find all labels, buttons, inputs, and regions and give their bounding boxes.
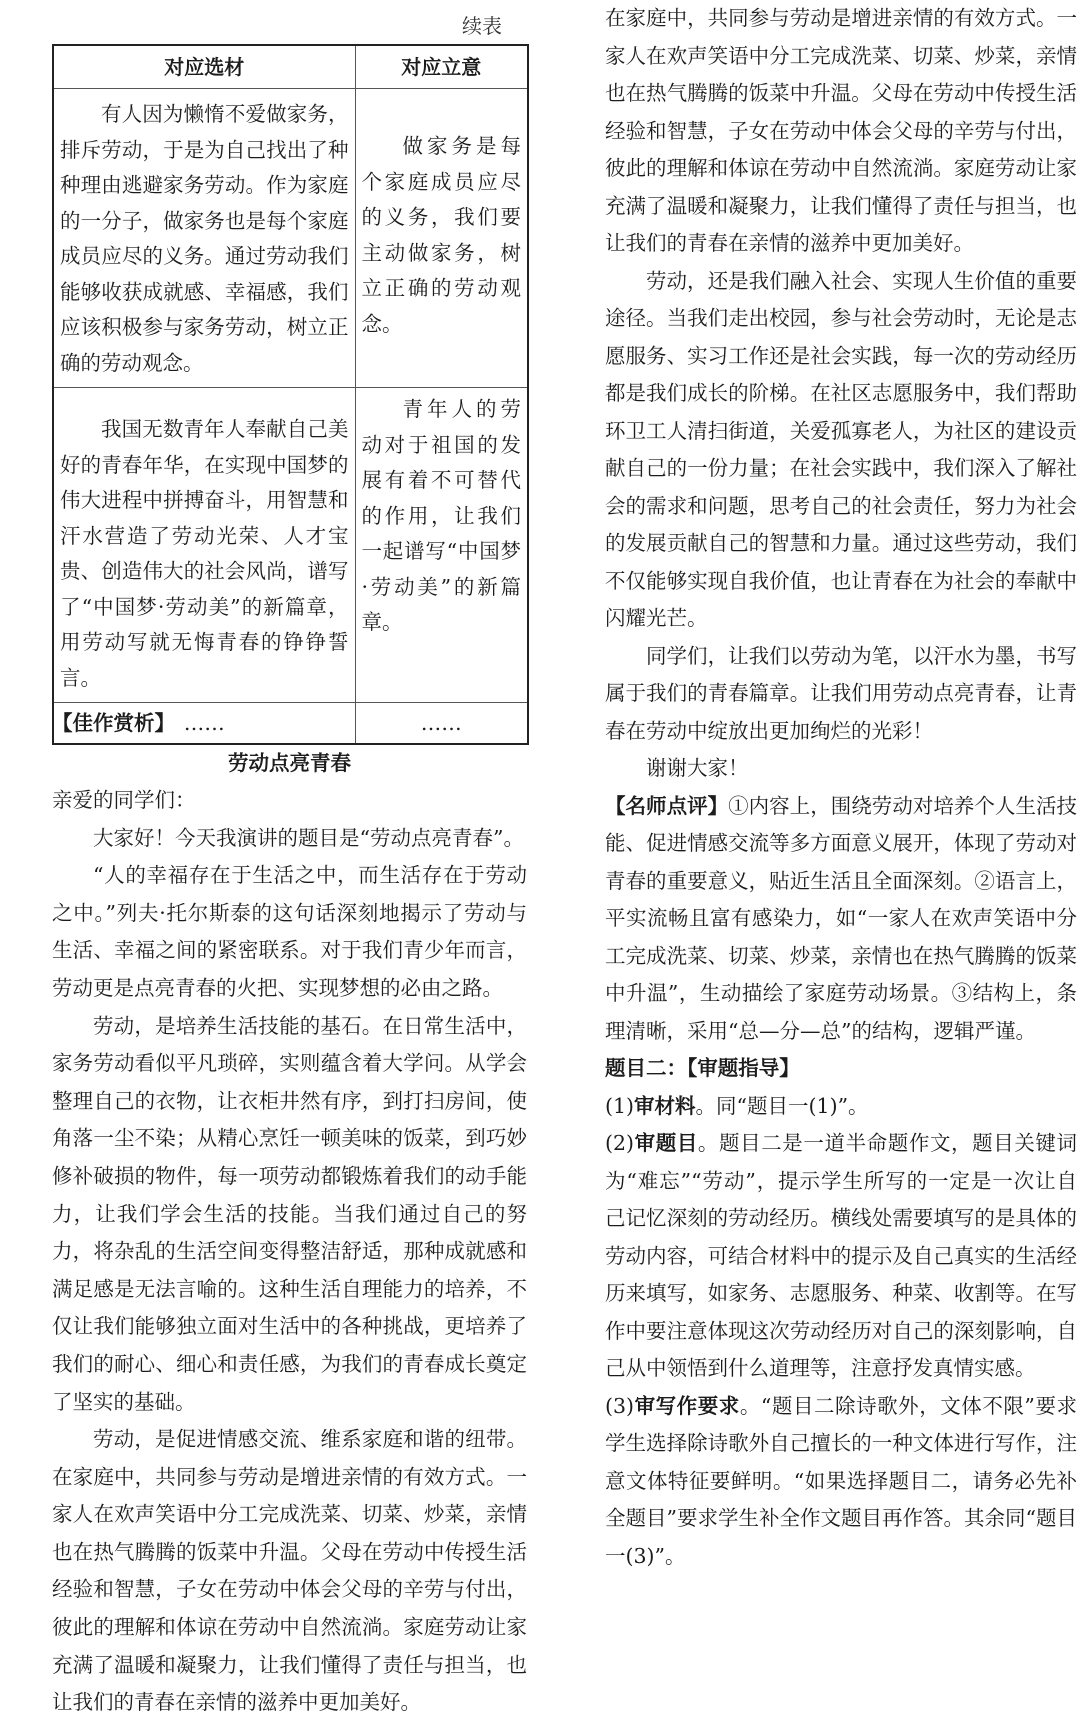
essay-paragraph: “人的幸福存在于生活之中，而生活存在于劳动之中。”列夫·托尔斯泰的这句话深刻地揭示了劳动与生活、幸福之间的紧密联系。对于我们青少年而言，劳动更是点亮青春的火把、实现梦想的必由之路。: [52, 863, 527, 1000]
right-flow: [605, 0, 1077, 1575]
guide-item: [605, 1088, 1077, 1126]
guide-item-text: 。“题目二除诗歌外，文体不限”要求学生选择除诗歌外自己擅长的一种文体进行写作，注意文体特征要鲜明。“如果选择题目二，请务必先补全题目”要求学生补全作文题目再作答。其余同“题目一(3)”。: [605, 1393, 1078, 1568]
guide-item-text: 。题目二是一道半命题作文，题目关键词为“难忘”“劳动”，提示学生所写的一定是一次让自己记忆深刻的劳动经历。横线处需要填写的是具体的劳动内容，可结合材料中的提示及自己真实的生活经历来填写，如家务、志愿服务、种菜、收割等。在写作中要注意体现这次劳动经历对自己的深刻影响，自己从中领悟到什么道理等，注意抒发真情实感。: [605, 1131, 1078, 1380]
essay-paragraph: 劳动，是培养生活技能的基石。在日常生活中，家务劳动看似平凡琐碎，实则蕴含着大学问。从学会整理自己的衣物，让衣柜井然有序，到打扫房间，使角落一尘不染；从精心烹饪一顿美味的饭菜，到巧妙修补破损的物件，每一项劳动都锻炼着我们的动手能力，让我们学会生活的技能。当我们通过自己的努力，将杂乱的生活空间变得整洁舒适，那种成就感和满足感是无法言喻的。这种生活自理能力的培养，不仅让我们能够独立面对生活中的各种挑战，更培养了我们的耐心、细心和责任感，为我们的青春成长奠定了坚实的基础。: [52, 1013, 527, 1414]
ellipsis-cell: ……: [53, 703, 355, 745]
guide-item-text: 。同“题目一(1)”。: [695, 1093, 869, 1118]
material-theme-table: [52, 44, 529, 745]
essay-paragraph: 谢谢大家！: [646, 756, 749, 780]
header-material: 对应选材: [53, 45, 355, 89]
topic2-heading: 题目二：【审题指导】: [605, 1056, 800, 1080]
guide-item: [605, 1125, 1077, 1388]
table-row: [53, 388, 528, 703]
guide-item-number: (1): [605, 1093, 635, 1118]
essay-body: [52, 782, 527, 1722]
essay-paragraph: 大家好！今天我演讲的题目是“劳动点亮青春”。: [93, 825, 524, 850]
essay-paragraph-continued: 在家庭中，共同参与劳动是增进亲情的有效方式。一家人在欢声笑语中分工完成洗菜、切菜、炒菜，亲情也在热气腾腾的饭菜中升温。父母在劳动中传授生活经验和智慧，子女在劳动中体会父母的辛劳与付出，彼此的理解和体谅在劳动中自然流淌。家庭劳动让家充满了温暖和凝聚力，让我们懂得了责任与担当，也让我们的青春在亲情的滋养中更加美好。: [605, 6, 1077, 255]
guide-item-number: (3): [605, 1393, 635, 1418]
essay-paragraph: 同学们，让我们以劳动为笔，以汗水为墨，书写属于我们的青春篇章。让我们用劳动点亮青春，让青春在劳动中绽放出更加绚烂的光彩！: [605, 643, 1077, 743]
ellipsis-cell: ……: [355, 703, 528, 745]
material-cell: 我国无数青年人奉献自己美好的青春年华，在实现中国梦的伟大进程中拼搏奋斗，用智慧和汗水营造了劳动光荣、人才宝贵、创造伟大的社会风尚，谱写了“中国梦·劳动美”的新篇章，用劳动写就无悔青春的铮铮誓言。: [53, 388, 355, 703]
right-column: [605, 0, 1077, 1618]
header-theme: 对应立意: [355, 45, 528, 89]
essay-paragraph: 劳动，还是我们融入社会、实现人生价值的重要途径。当我们走出校园，参与社会劳动时，无论是志愿服务、实习工作还是社会实践，每一次的劳动经历都是我们成长的阶梯。在社区志愿服务中，我们帮助环卫工人清扫街道，关爱孤寡老人，为社区的建设贡献自己的一份力量；在社会实践中，我们深入了解社会的需求和问题，思考自己的社会责任，努力为社会的发展贡献自己的智慧和力量。通过这些劳动，我们不仅能够实现自我价值，也让青春在为社会的奉献中闪耀光芒。: [605, 268, 1077, 630]
guide-item-label: 审写作要求: [634, 1393, 740, 1418]
guide-item-label: 审材料: [634, 1093, 696, 1118]
continued-table-label: 续表: [462, 14, 502, 38]
essay-salutation: 亲爱的同学们：: [52, 788, 196, 812]
material-cell: 有人因为懒惰不爱做家务，排斥劳动，于是为自己找出了种种理由逃避家务劳动。作为家庭的一分子，做家务也是每个家庭成员应尽的义务。通过劳动我们能够收获成就感、幸福感，我们应该积极参与家务劳动，树立正确的劳动观念。: [53, 89, 355, 388]
theme-cell: 青年人的劳动对于祖国的发展有着不可替代的作用，让我们一起谱写“中国梦·劳动美”的新篇章。: [355, 388, 528, 703]
review-label: 【名师点评】: [605, 793, 729, 818]
left-column: [52, 0, 527, 1715]
review-text: ①内容上，围绕劳动对培养个人生活技能、促进情感交流等多方面意义展开，体现了劳动对青春的重要意义，贴近生活且全面深刻。②语言上，平实流畅且富有感染力，如“一家人在欢声笑语中分工完成洗菜、切菜、炒菜，亲情也在热气腾腾的饭菜中升温”，生动描绘了家庭劳动场景。③结构上，条理清晰，采用“总—分—总”的结构，逻辑严谨。: [605, 793, 1078, 1043]
guide-item-label: 审题目: [634, 1131, 698, 1155]
section-label: 【佳作赏析】: [52, 711, 175, 735]
table-header-row: [53, 45, 528, 89]
essay-paragraph: 劳动，是促进情感交流、维系家庭和谐的纽带。在家庭中，共同参与劳动是增进亲情的有效方式。一家人在欢声笑语中分工完成洗菜、切菜、炒菜，亲情也在热气腾腾的饭菜中升温。父母在劳动中传授生活经验和智慧，子女在劳动中体会父母的辛劳与付出，彼此的理解和体谅在劳动中自然流淌。家庭劳动让家充满了温暖和凝聚力，让我们懂得了责任与担当，也让我们的青春在亲情的滋养中更加美好。: [52, 1427, 527, 1715]
guide-item-number: (2): [605, 1131, 635, 1155]
teacher-review: [605, 788, 1077, 1051]
theme-cell: 做家务是每个家庭成员应尽的义务，我们要主动做家务，树立正确的劳动观念。: [355, 89, 528, 388]
essay-title: 劳动点亮青春: [228, 751, 351, 775]
table-row: [53, 89, 528, 388]
guide-item: [605, 1388, 1077, 1576]
